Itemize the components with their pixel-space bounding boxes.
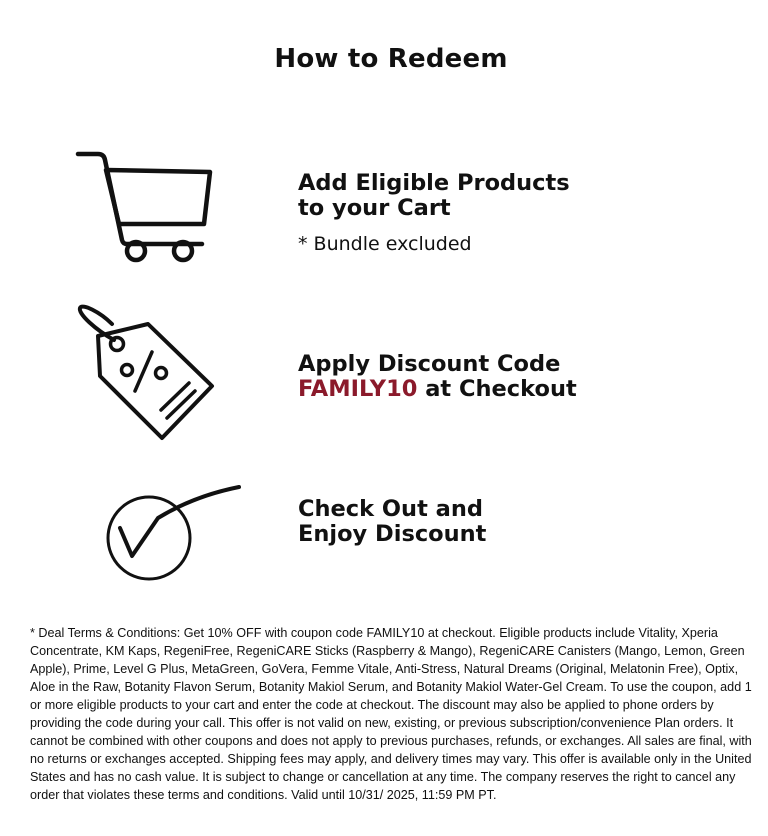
step-apply-code xyxy=(298,352,577,402)
step-heading xyxy=(298,497,486,547)
step-heading xyxy=(298,171,570,221)
step-heading-line1: Check Out and xyxy=(298,496,483,522)
page-title: How to Redeem xyxy=(274,44,508,74)
terms-and-conditions: * Deal Terms & Conditions: Get 10% OFF with coupon code FAMILY10 at checkout. Eligible products include Vitality, Xperia Concentrate, KM Kaps, RegeniFree, RegeniCARE Sticks (Raspberry & Mango), RegeniCARE Canisters (Mango, Lemon, Green Apple), Prime, Level G Plus, MetaGreen, GoVera, Femme Vitale, Anti-Stress, Natural Dreams (Original, Melatonin Free), Optix, Aloe in the Raw, Botanity Flavon Serum, Botanity Makiol Serum, and Botanity Makiol Water-Gel Cream. To use the coupon, add 1 or more eligible products to your cart and enter the code at checkout. The discount may also be applied to phone orders by providing the code during your call. This offer is not valid on new, existing, or previous subscription/convenience Plan orders. It cannot be combined with other coupons and does not apply to previous purchases, refunds, or exchanges. All sales are final, with no returns or exchanges accepted. Shipping fees may apply, and delivery times may vary. This offer is available only in the United States and has no cash value. It is subject to change or cancellation at any time. The company reserves the right to cancel any order that violates these terms and conditions. Valid until 10/31/ 2025, 11:59 PM PT. xyxy=(30,626,752,802)
checkmark-circle-icon xyxy=(104,484,244,584)
step-heading-line2-suffix: at Checkout xyxy=(417,376,577,402)
discount-code: FAMILY10 xyxy=(298,376,418,402)
step-heading-line2: Enjoy Discount xyxy=(298,521,487,547)
step-heading-line1: Apply Discount Code xyxy=(298,351,561,377)
bundle-note: * Bundle excluded xyxy=(298,233,472,255)
step-heading-line2 xyxy=(298,377,577,402)
step-heading xyxy=(298,352,577,402)
step-heading-line1: Add Eligible Products xyxy=(298,170,570,196)
discount-tag-icon xyxy=(72,300,218,446)
shopping-cart-icon xyxy=(74,148,216,266)
step-heading-line2: to your Cart xyxy=(298,195,451,221)
step-add-products xyxy=(298,171,570,255)
step-checkout xyxy=(298,497,486,547)
